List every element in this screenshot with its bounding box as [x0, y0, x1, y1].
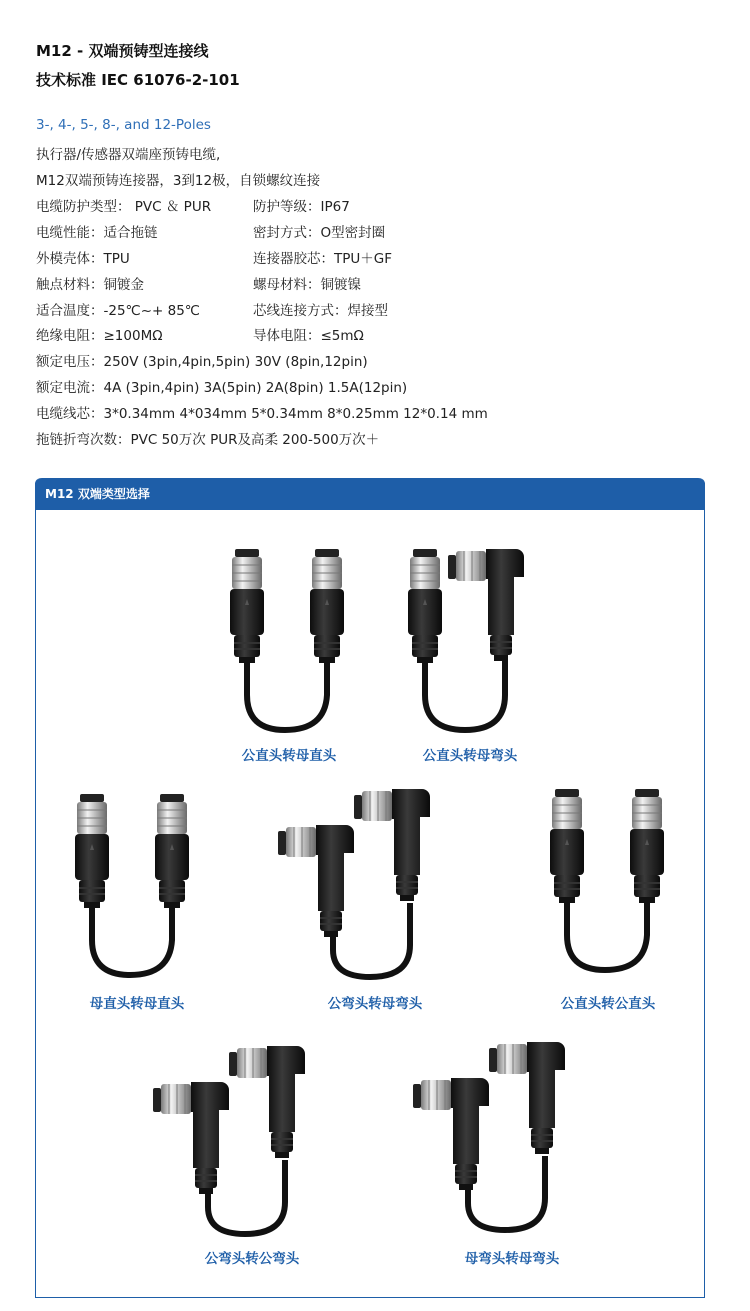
- spec-temperature: 适合温度：-25℃~+ 85℃: [36, 303, 200, 319]
- spec-performance: 电缆性能：适合拖链: [36, 225, 158, 241]
- page-title: M12 - 双端预铸型连接线: [36, 42, 209, 60]
- caption-male-angled-male-angled: 公弯头转公弯头: [204, 1251, 300, 1267]
- cable-male-straight-to-male-straight: [545, 785, 675, 975]
- caption-male-straight-female-angled: 公直头转母弯头: [422, 748, 518, 764]
- spec-insulation: 绝缘电阻：≥100MΩ: [36, 328, 163, 344]
- spec-current: 额定电流：4A (3pin,4pin) 3A(5pin) 2A(8pin) 1.5A(12pin): [36, 380, 408, 396]
- caption-male-straight-female-straight: 公直头转母直头: [241, 748, 337, 764]
- spec-cores: 电缆线芯：3*0.34mm 4*034mm 5*0.34mm 8*0.25mm 12*0.14 mm: [36, 406, 488, 422]
- caption-male-angled-female-angled: 公弯头转母弯头: [327, 996, 423, 1012]
- spec-wiring: 芯线连接方式：焊接型: [253, 303, 388, 319]
- spec-conductor: 导体电阻：≤5mΩ: [253, 328, 364, 344]
- spec-seal: 密封方式：O型密封圈: [253, 225, 386, 241]
- cable-male-angled-to-female-angled: [270, 785, 440, 985]
- caption-female-straight-female-straight: 母直头转母直头: [89, 996, 185, 1012]
- spec-voltage: 额定电压：250V (3pin,4pin,5pin) 30V (8pin,12pin): [36, 354, 368, 370]
- description-line-2: M12双端预铸连接器，3到12极，自锁螺纹连接: [36, 173, 321, 189]
- caption-female-angled-female-angled: 母弯头转母弯头: [464, 1251, 560, 1267]
- spec-housing: 外模壳体：TPU: [36, 251, 130, 267]
- spec-contacts: 触点材料：铜镀金: [36, 277, 144, 293]
- spec-protection: 防护等级：IP67: [253, 199, 350, 215]
- cable-male-angled-to-male-angled: [145, 1042, 315, 1242]
- poles-heading: 3-, 4-, 5-, 8-, and 12-Poles: [36, 117, 211, 133]
- caption-male-straight-male-straight: 公直头转公直头: [560, 996, 656, 1012]
- spec-insert: 连接器胶芯：TPU＋GF: [253, 251, 392, 267]
- spec-flex-cycles: 拖链折弯次数：PVC 50万次 PUR及高柔 200-500万次＋: [36, 432, 380, 448]
- cable-male-straight-to-female-straight: [225, 545, 355, 735]
- description-line-1: 执行器/传感器双端座预铸电缆,: [36, 147, 221, 163]
- spec-cable-type: 电缆防护类型： PVC ＆ PUR: [36, 199, 212, 215]
- cable-female-angled-to-female-angled: [405, 1038, 575, 1238]
- type-selection-header: M12 双端类型选择: [35, 478, 705, 510]
- cable-male-straight-to-female-angled: [400, 545, 540, 735]
- standard-title: 技术标准 IEC 61076-2-101: [36, 71, 240, 89]
- spec-nut: 螺母材料：铜镀镍: [253, 277, 361, 293]
- cable-female-straight-to-female-straight: [70, 790, 200, 980]
